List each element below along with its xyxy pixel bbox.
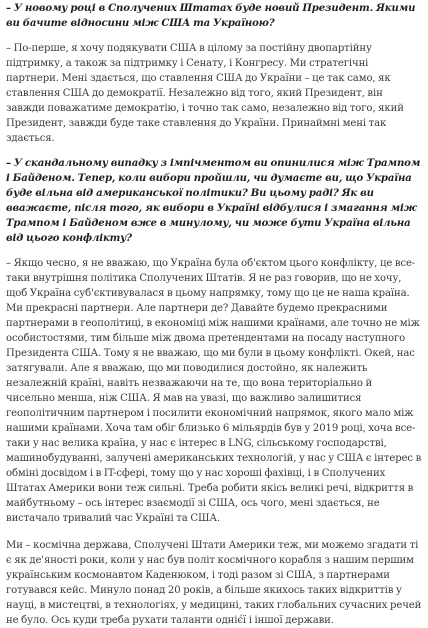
answer-3: Ми – космічна держава, Сполучені Штати Америки теж, ми можемо згадати ті є як де'яності роки, коли у нас був політ космічного корабля з нашим першим українським космонавтом Каденюком, і тоді разом зі США, з партнерами готувався кейс. Минуло понад 20 років, а більше якихось таких відкриттів у науці, в мистецтві, в технологіях, у медицині, таких глобальних сучасних речей не було. Ось куди треба рухати таланти одніє́ї і іншої держави. <box>6 540 422 626</box>
answer-2: – Якщо чесно, я не вважаю, що Україна була об'єктом цього конфлікту, це все-таки внутрішня політика Сполучених Штатів. Я не раз говорив, що не хочу, щоб Україна суб'єктивувалася в цьому напрямку, тому що це не наша країна. Ми прекрасні партнери. Але партнери де? Давайте будемо прекрасними партнерами в геополітиці, в економіці між нашими країнами, але точно не між особистостями, тим більше між двома претендентами на посаду наступного Президента США. Тому я не вважаю, що ми були в цьому конфлікті. Окей, нас затягували. Але я вважаю, що ми поводилися достойно, як належить незалежній країні, навіть незважаючи на те, що вона територіально й чисельно менша, ніж США. Я мав на увазі, що важливо залишитися геополітичним партнером і посилити економічний напрямок, якого мало між нашими країнами. Хоча там обіг близько 6 мільярдів був у 2019 році, хоча все-таки у нас велика країна, у нас є інтерес в LNG, сільському господарстві, машинобудуванні, залучені американських технологій, у нас у США є інтерес в обміні досвідом і в IT-сфері, тому що у нас хороші фахівці, і в Сполучених Штатах Америки вони теж сильні. Треба робити якісь великі речі, відкриття в майбутньому – ось інтерес взаємодії зі США, ось чого, мені здається, не вистачало тривалий час Україні та США. <box>6 258 422 524</box>
question-2: – У скандальному випадку з імпічментом ви опинилися між Трампом і Байденом. Тепер, коли вибори пройшли, чи думаєте ви, що Україна буде вільна від американської політики? Ви цьому раді? Як ви вважаєте, після того, як вибори в Україні відбулися і змагання між Трампом і Байденом вже в минулому, чи може бути Україна вільна від цього конфлікту? <box>6 158 421 244</box>
answer-1: – По-перше, я хочу подякувати США в цілому за постійну двопартійну підтримку, а також за підтримку і Сенату, і Конгресу. Ми стратегічні партнери. Мені здається, що ставлення США до України – це так само, як ставлення США до демократії. Незалежно від того, який Президент, він завжди поважатиме демократію, і точно так само, незалежно від того, який Президент, завжди буде таке ставлення до України. Принаймні мені так здається. <box>6 43 404 144</box>
question-1: – У новому році в Сполучених Штатах буде новий Президент. Якими ви бачите відносини між США та Україною? <box>6 3 416 29</box>
